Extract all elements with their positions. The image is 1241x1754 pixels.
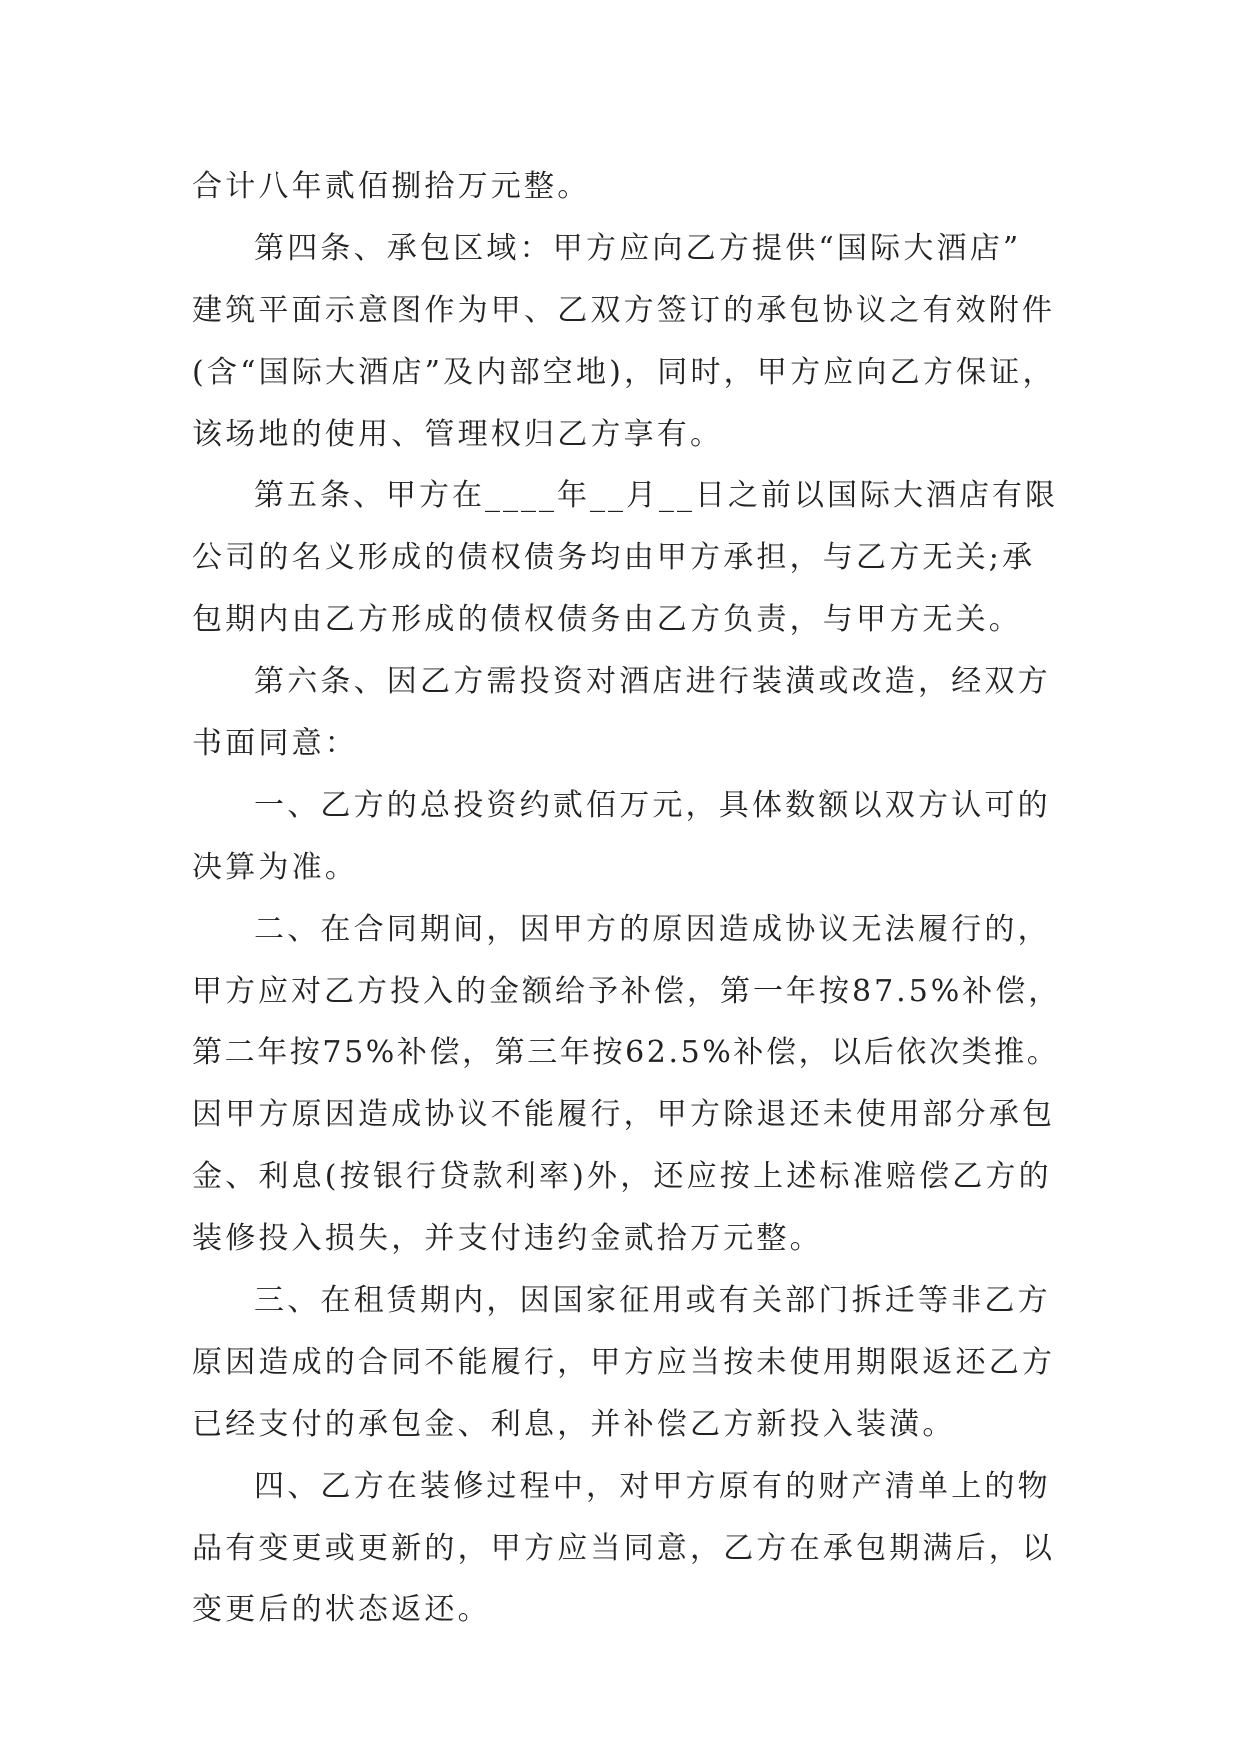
text-line-10: 书面同意： [192,726,358,762]
text-line-8: 包期内由乙方形成的债权债务由乙方负责，与甲方无关。 [192,602,1022,638]
text-line-1: 合计八年贰佰捌拾万元整。 [192,169,591,204]
text-line-7: 公司的名义形成的债权债务均由甲方承担，与乙方无关;承 [192,540,1036,576]
text-line-2: 第四条、承包区域：甲方应向乙方提供“国际大酒店” [254,230,1022,266]
text-line-17: 金、利息(按银行贷款利率)外，还应按上述标准赔偿乙方的 [192,1159,1052,1195]
text-line-6: 第五条、甲方在____年__月__日之前以国际大酒店有限 [254,478,1058,514]
text-line-22: 四、乙方在装修过程中，对甲方原有的财产清单上的物 [254,1468,1051,1504]
text-line-11: 一、乙方的总投资约贰佰万元，具体数额以双方认可的 [254,787,1051,823]
text-line-21: 已经支付的承包金、利息，并补偿乙方新投入装潢。 [192,1406,956,1442]
text-line-13: 二、在合同期间，因甲方的原因造成协议无法履行的， [254,911,1051,947]
text-line-15: 第二年按75%补偿，第三年按62.5%补偿，以后依次类推。 [192,1035,1060,1071]
text-line-23: 品有变更或更新的，甲方应当同意，乙方在承包期满后，以 [192,1530,1056,1566]
text-line-20: 原因造成的合同不能履行，甲方应当按未使用期限返还乙方 [192,1344,1056,1380]
text-line-4: (含“国际大酒店”及内部空地)，同时，甲方应向乙方保证， [192,354,1056,390]
text-line-19: 三、在租赁期内，因国家征用或有关部门拆迁等非乙方 [254,1283,1051,1319]
text-line-24: 变更后的状态返还。 [192,1592,491,1628]
text-line-5: 该场地的使用、管理权归乙方享有。 [192,416,724,452]
document-body [192,156,1062,1641]
text-line-9: 第六条、因乙方需投资对酒店进行装潢或改造，经双方 [254,664,1051,700]
text-line-16: 因甲方原因造成协议不能履行，甲方除退还未使用部分承包 [192,1097,1056,1133]
text-line-3: 建筑平面示意图作为甲、乙双方签订的承包协议之有效附件 [192,292,1056,328]
text-line-12: 决算为准。 [192,849,358,885]
text-line-18: 装修投入损失，并支付违约金贰拾万元整。 [192,1221,823,1257]
text-line-14: 甲方应对乙方投入的金额给予补偿，第一年按87.5%补偿， [192,973,1062,1009]
